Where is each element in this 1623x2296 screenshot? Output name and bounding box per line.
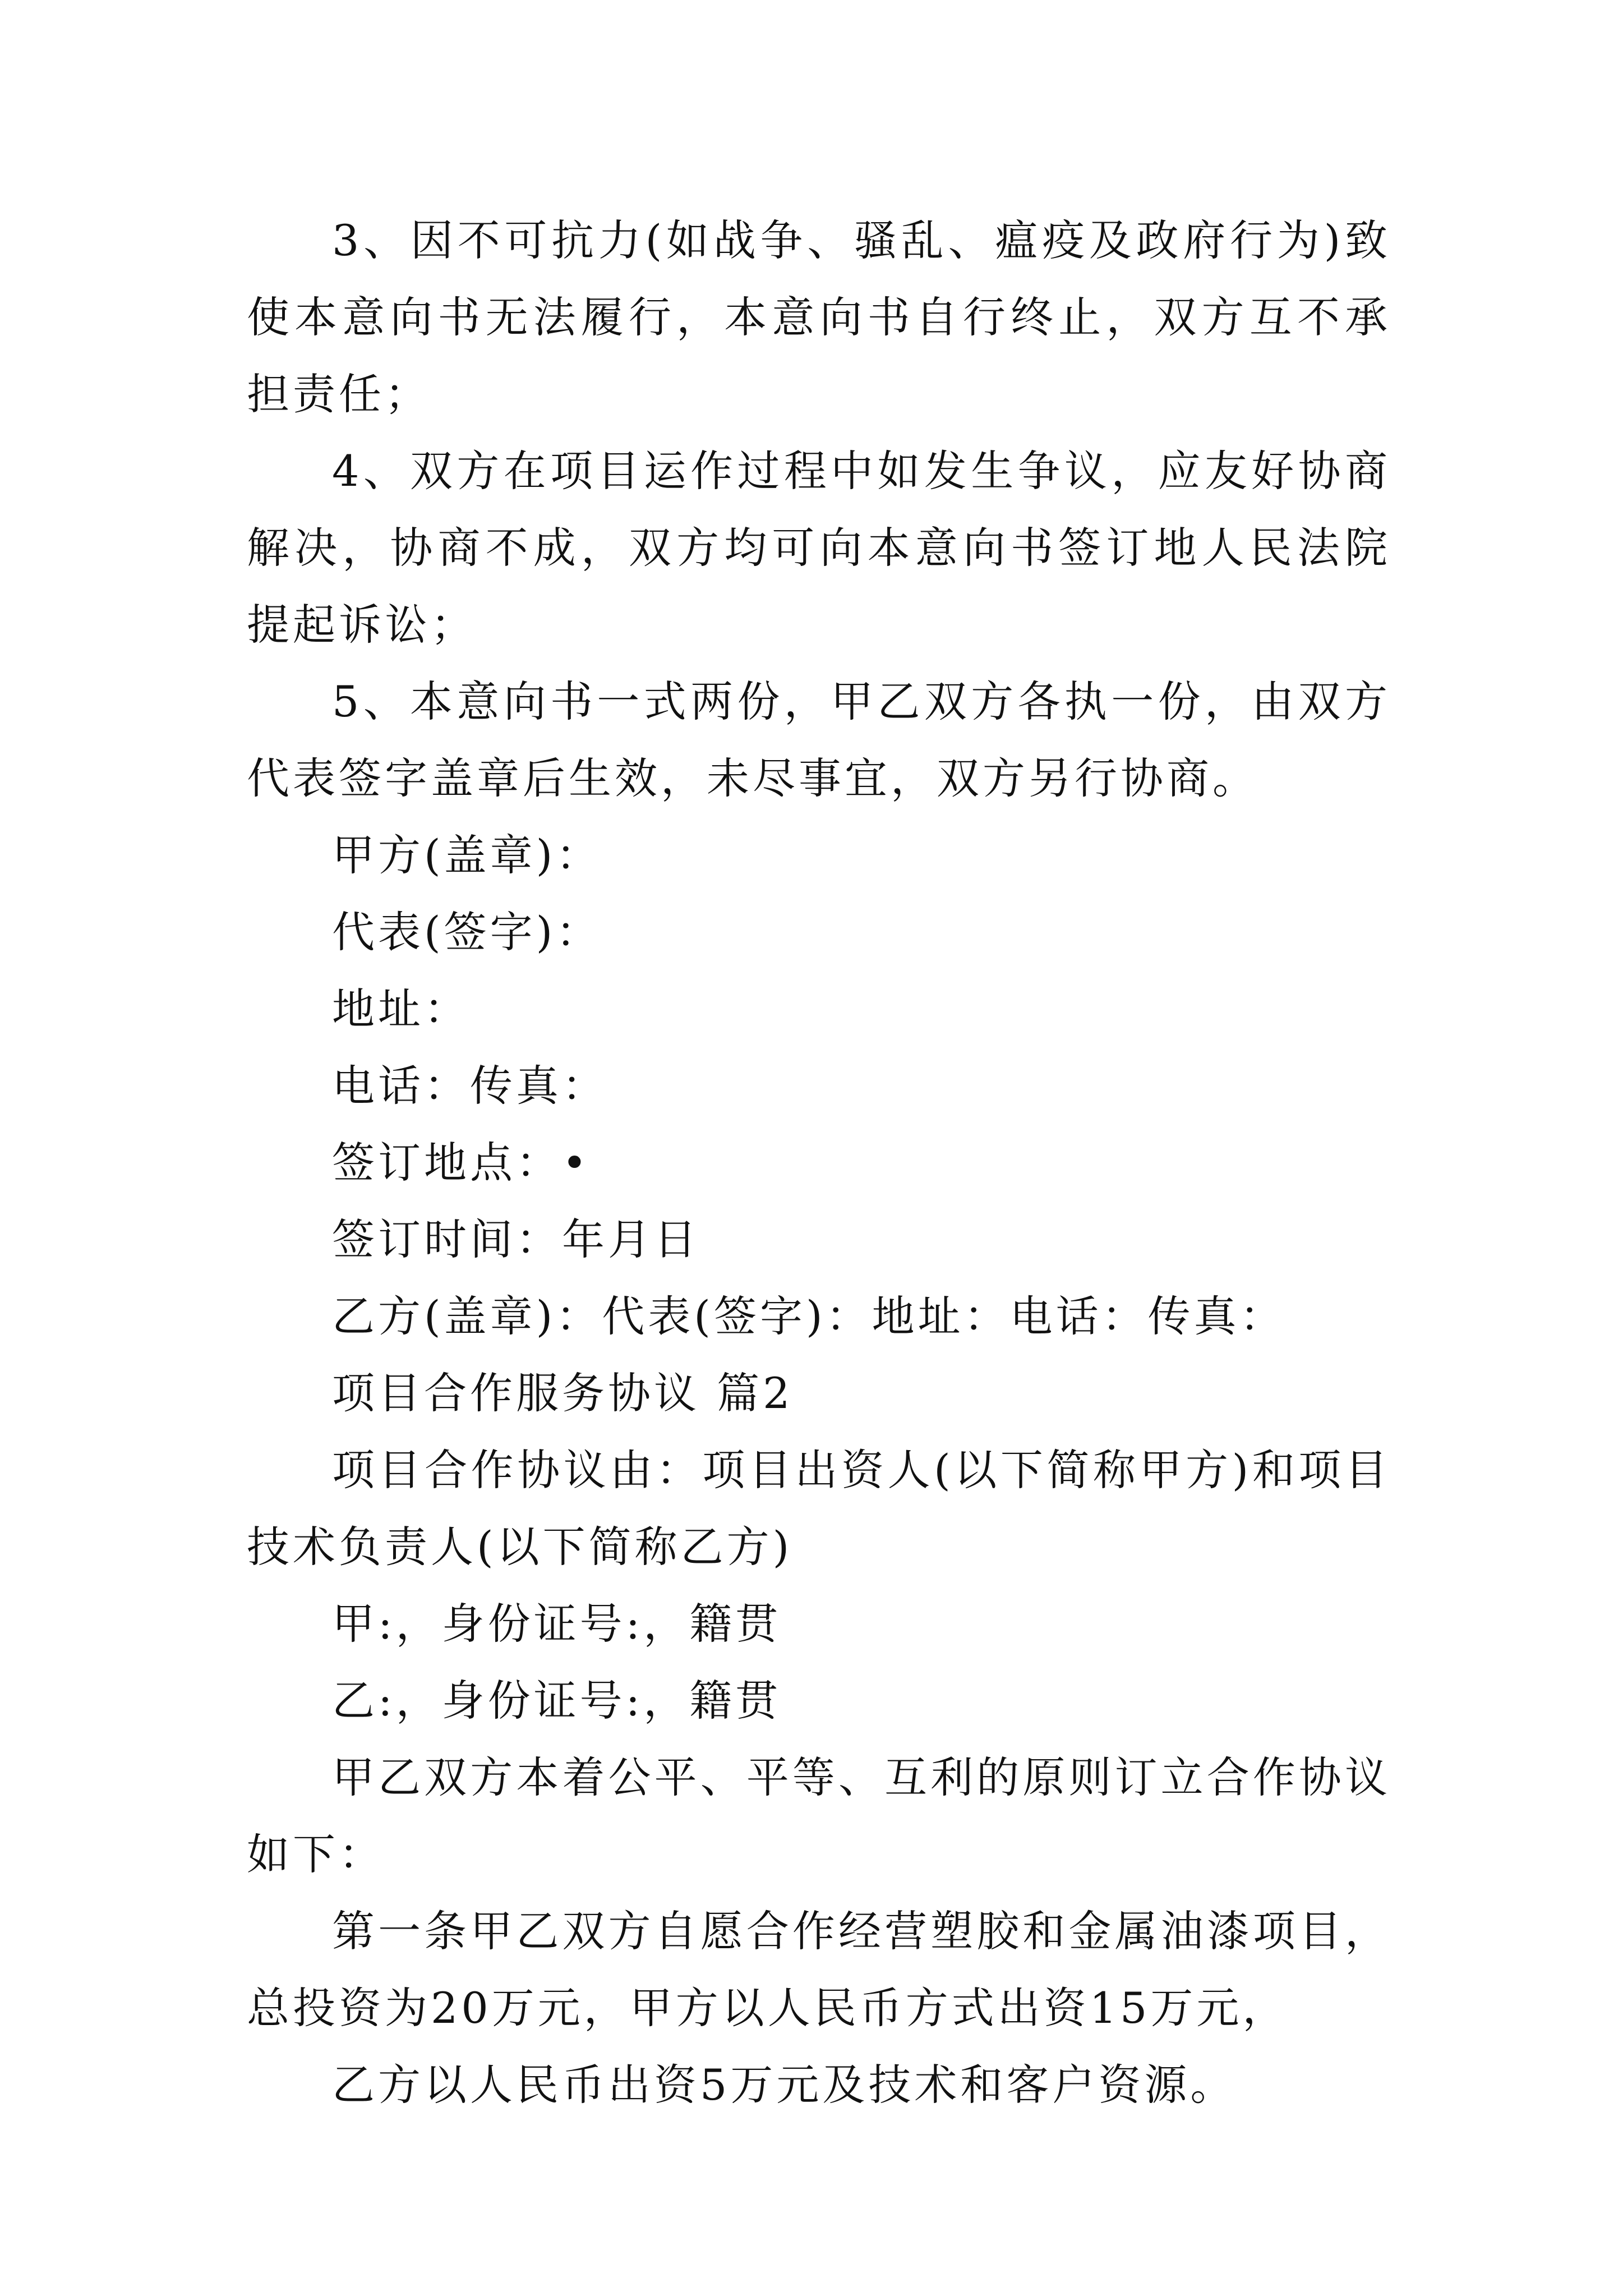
clause-4: 4、双方在项目运作过程中如发生争议，应友好协商解决，协商不成，双方均可向本意向书签订地人民法院提起诉讼； bbox=[247, 446, 1391, 650]
representative-signature: 代表(签字)： bbox=[332, 907, 602, 957]
clause-3: 3、因不可抗力(如战争、骚乱、瘟疫及政府行为)致使本意向书无法履行，本意向书自行终止，双方互不承担责任； bbox=[247, 215, 1391, 419]
party-a-identity: 甲:，身份证号:，籍贯 bbox=[332, 1599, 782, 1649]
agreement-principle: 甲乙双方本着公平、平等、互利的原则订立合作协议如下： bbox=[247, 1752, 1391, 1879]
party-b-identity: 乙:，身份证号:，籍贯 bbox=[332, 1676, 782, 1726]
phone-fax-field: 电话：传真： bbox=[332, 1061, 608, 1111]
signing-date-field: 签订时间：年月日 bbox=[332, 1214, 700, 1264]
address-field: 地址： bbox=[332, 984, 470, 1034]
party-b-fields: 乙方(盖章)：代表(签字)：地址：电话：传真： bbox=[332, 1291, 1286, 1341]
party-a-seal: 甲方(盖章)： bbox=[332, 830, 602, 880]
article-1: 第一条甲乙双方自愿合作经营塑胶和金属油漆项目，总投资为20万元，甲方以人民币方式出资15万元， bbox=[247, 1906, 1391, 2033]
agreement-intro: 项目合作协议由：项目出资人(以下简称甲方)和项目技术负责人(以下简称乙方) bbox=[247, 1445, 1391, 1572]
article-1-continued: 乙方以人民币出资5万元及技术和客户资源。 bbox=[332, 2060, 1237, 2110]
section-heading: 项目合作服务协议 篇2 bbox=[332, 1368, 794, 1418]
signing-place-field: 签订地点：• bbox=[332, 1138, 591, 1188]
clause-5: 5、本意向书一式两份，甲乙双方各执一份，由双方代表签字盖章后生效，未尽事宜，双方另行协商。 bbox=[247, 677, 1391, 803]
document-body bbox=[247, 202, 1391, 2123]
